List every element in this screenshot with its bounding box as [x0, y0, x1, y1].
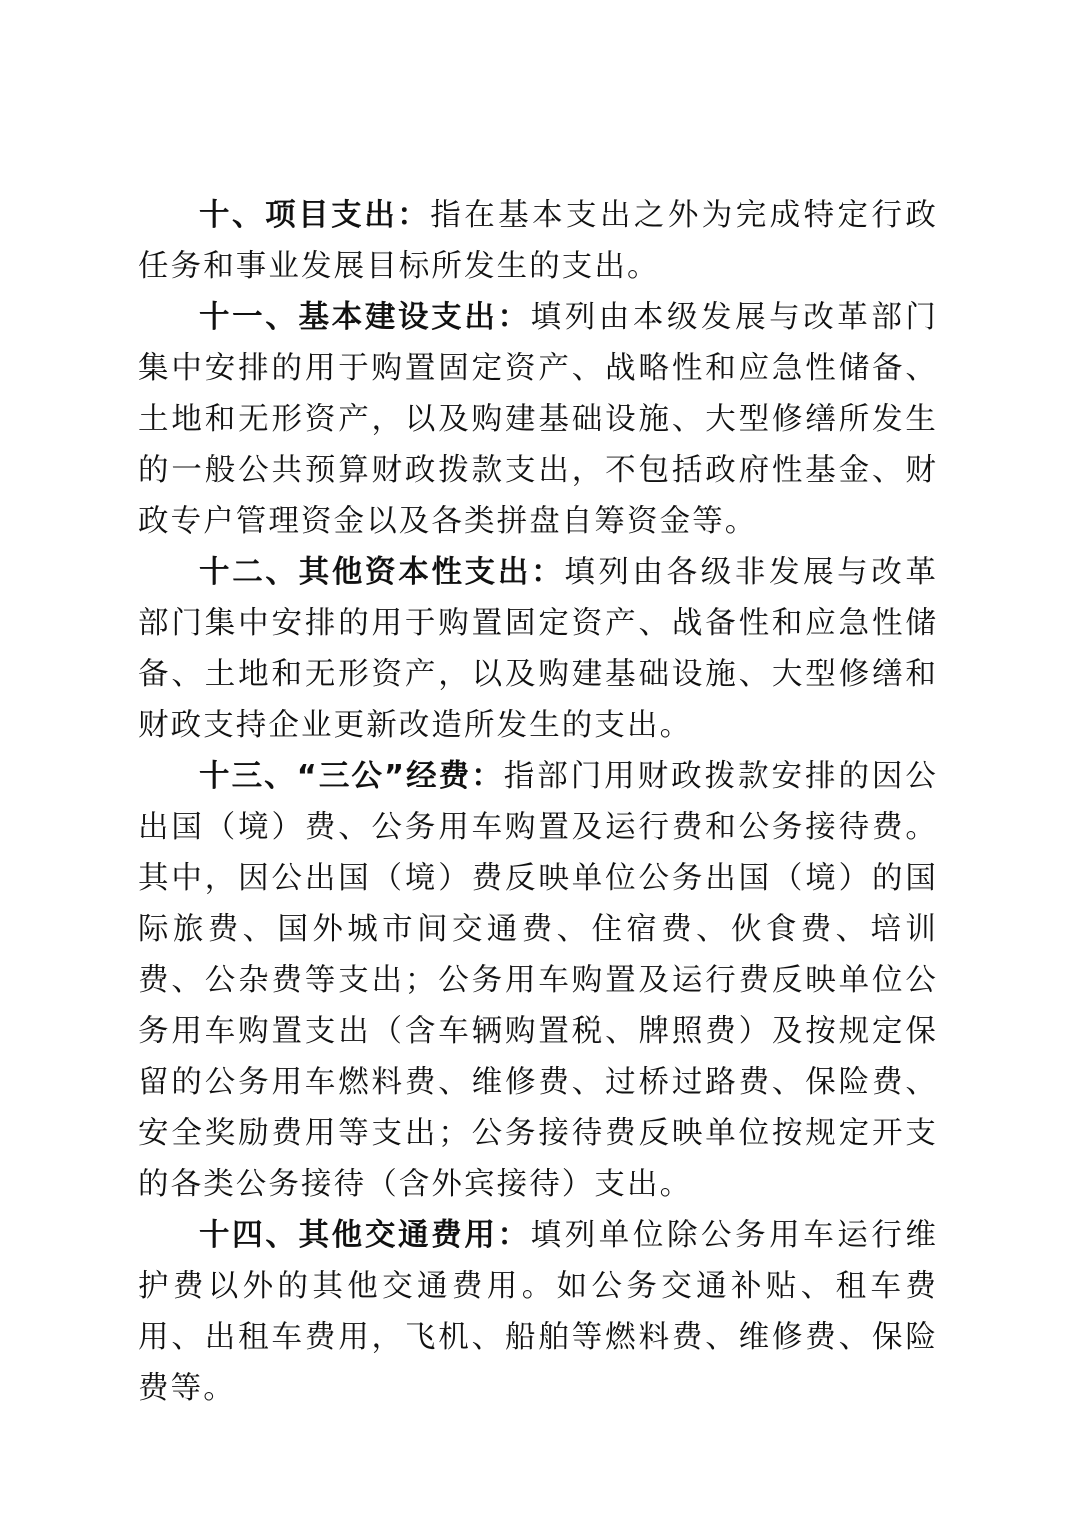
paragraph-capital-construction: [138, 292, 938, 547]
paragraph-text: 填列由各级非发展与改革部门集中安排的用于购置固定资产、战备性和应急性储备、土地和无形资产，以及购建基础设施、大型修缮和财政支持企业更新改造所发生的支出。: [138, 555, 939, 743]
paragraph-text: 指部门用财政拨款安排的因公出国（境）费、公务用车购置及运行费和公务接待费。其中，因公出国（境）费反映单位公务出国（境）的国际旅费、国外城市间交通费、住宿费、伙食费、培训费、公杂费等支出；公务用车购置及运行费反映单位公务用车购置支出（含车辆购置税、牌照费）及按规定保留的公务用车燃料费、维修费、过桥过路费、保险费、安全奖励费用等支出；公务接待费反映单位按规定开支的各类公务接待（含外宾接待）支出。: [138, 759, 938, 1202]
paragraph-text: 填列单位除公务用车运行维护费以外的其他交通费用。如公务交通补贴、租车费用、出租车费用，飞机、船舶等燃料费、维修费、保险费等。: [138, 1218, 939, 1406]
paragraph-other-capital-expenditure: [138, 547, 938, 751]
term-heading: 十四、其他交通费用：: [199, 1218, 531, 1253]
term-heading: 十二、其他资本性支出：: [199, 555, 565, 590]
paragraph-text: 填列由本级发展与改革部门集中安排的用于购置固定资产、战略性和应急性储备、土地和无形资产，以及购建基础设施、大型修缮所发生的一般公共预算财政拨款支出，不包括政府性基金、财政专户管理资金以及各类拼盘自筹资金等。: [138, 300, 939, 539]
term-heading: 十一、基本建设支出：: [199, 300, 531, 335]
term-heading: 十三、“三公”经费：: [199, 759, 504, 794]
paragraph-three-public-expenses: [138, 751, 938, 1210]
document-body: [138, 190, 938, 1414]
paragraph-project-expenditure: [138, 190, 938, 292]
term-heading: 十、项目支出：: [199, 198, 431, 233]
paragraph-other-transport-costs: [138, 1210, 938, 1414]
paragraph-text: 指在基本支出之外为完成特定行政任务和事业发展目标所发生的支出。: [138, 198, 938, 284]
